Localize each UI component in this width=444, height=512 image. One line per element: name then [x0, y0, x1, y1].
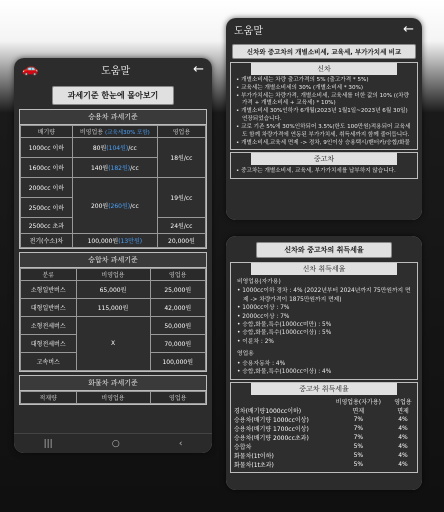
cell-nonbiz: 200원(260원)/cc: [72, 178, 157, 234]
cell-class: 소형일반버스: [21, 281, 77, 299]
cell-cc: 1000cc 이하: [21, 138, 73, 158]
truck-section-title: 화물차 과세기준: [20, 376, 206, 391]
page-title: 도움말: [234, 25, 263, 37]
new-acq-title: 신차 취득세율: [251, 263, 397, 275]
cell: 4%: [398, 461, 408, 469]
list-item: • 중고차는 개별소비세, 교육세, 부가가치세를 납부하지 않습니다.: [236, 167, 412, 175]
cell: 4%: [398, 425, 408, 433]
cell-nonbiz: 80원(104원)/cc: [72, 138, 157, 158]
list-item: • 개별소비세는 차량 출고가격의 5% (출고가격 * 5%): [236, 77, 412, 85]
cell-biz: 24원/cc: [157, 218, 205, 234]
acquisition-header: 신차와 중고차의 취득세율: [256, 242, 392, 258]
used-acq-box: [230, 382, 418, 473]
table-row: 승용차(배기량 1700cc이상): [234, 426, 309, 434]
used-acq-title: 중고차 취득세율: [251, 383, 397, 395]
truck-table: [20, 391, 206, 404]
cell-biz: 25,000원: [150, 281, 206, 299]
cell: 4%: [398, 452, 408, 460]
page-title: 도움말: [101, 65, 131, 77]
cell-cc: 2500cc 초과: [21, 218, 73, 234]
comparison-header: 신차와 중고차의 개별소비세, 교육세, 부가가치세 비교: [232, 44, 416, 59]
passenger-table: [20, 125, 206, 248]
list-item: • 부가가치세는 차량가격, 개별소비세, 교육세를 더한 값의 10% ((차량가격 + 개별소비세 + 교육세) * 10%): [236, 93, 412, 109]
cell-cc: 2000cc 이하: [21, 178, 73, 198]
col-class: 분류: [21, 269, 77, 281]
list-item: • 1000cc이하 경차 : 4% (2022년부터 2024년까지 75만원까지 면제 -> 차량가격이 1875만원까지 면제): [237, 287, 411, 304]
list-item: • 승용자동차 : 4%: [237, 360, 411, 368]
cell-cc: 1600cc 이하: [21, 158, 73, 178]
col-biz: 영업용: [150, 269, 206, 281]
new-car-list: [231, 75, 417, 149]
cell: 5%: [353, 452, 364, 460]
car-icon: 🚗: [22, 61, 39, 77]
cell-biz: 42,000원: [150, 299, 206, 317]
table-row: 경차(배기량1000cc이하): [234, 408, 302, 416]
truck-section: [19, 375, 207, 405]
table-row: 승용차(배기량 2000cc초과): [234, 435, 309, 443]
cell-class: 대형일반버스: [21, 299, 77, 317]
table-row: 화물차(1t이하): [234, 453, 274, 461]
cell: 면제: [397, 408, 409, 416]
list-item: • 교로 기존 5%에 30%인하되어 3.5%(한도 100만원)적용되어 교육세도 함께 차량가격에 연동된 부가가치세, 취득세까지 함께 줄어듭니다.: [236, 124, 412, 140]
col-biz: 영업용: [150, 392, 206, 404]
list-item: • 1000cc이상 : 7%: [237, 304, 411, 312]
phone-tax-criteria: [14, 58, 212, 453]
col-cc: 배기량: [21, 126, 73, 138]
cell: 7%: [353, 425, 364, 433]
cell: 5%: [353, 461, 364, 469]
top-bar: [14, 58, 212, 80]
col-class: [231, 397, 328, 406]
new-car-box: [230, 62, 418, 150]
list-item: • 승합,화물,특수(1000cc미만) : 5%: [237, 321, 411, 329]
cell-class: 대형전세버스: [21, 335, 77, 353]
list-item: • 개별소비세,교육세 면제 -> 경차, 9인이상 승용택시/밴터카/승합/화물: [236, 140, 412, 148]
new-car-title: 신차: [251, 63, 397, 75]
list-item: • 승합,화물,특수(1000cc이상) : 5%: [237, 329, 411, 337]
back-arrow-icon[interactable]: ←: [193, 61, 204, 77]
col-load: 적재량: [21, 392, 77, 404]
col-nonbiz: 비영업용 (교육세30% 포함): [72, 126, 157, 138]
top-bar: [226, 18, 422, 40]
new-acq-box: [230, 262, 418, 380]
cell-nonbiz: 140원(182원)/cc: [72, 158, 157, 178]
cell: 4%: [398, 416, 408, 424]
home-button[interactable]: ○: [111, 438, 120, 449]
col-nonbiz: 비영업용: [76, 269, 150, 281]
cell-cc: 2500cc 이하: [21, 198, 73, 218]
cell: 면제: [352, 408, 365, 416]
back-arrow-icon[interactable]: ←: [403, 21, 414, 37]
cell: 7%: [353, 434, 364, 442]
biz-title: 영업용: [237, 351, 254, 358]
cell-nonbiz: 100,000원(13만원): [72, 234, 157, 248]
cell-biz: 19원/cc: [157, 178, 205, 218]
van-section: [19, 252, 207, 372]
phone-acquisition-tax: [226, 236, 422, 490]
cell-class: 소형전세버스: [21, 317, 77, 335]
cell-biz: 70,000원: [150, 335, 206, 353]
cell-biz: 100,000원: [150, 353, 206, 371]
passenger-section: [19, 109, 207, 249]
table-row: 승용차(배기량 1000cc이상): [234, 417, 309, 425]
col-biz: 영업용: [157, 126, 205, 138]
cell-biz: 50,000원: [150, 317, 206, 335]
list-item: • 2000cc이상 : 7%: [237, 313, 411, 321]
used-car-list: [231, 165, 417, 177]
cell: 4%: [398, 434, 408, 442]
van-table: [20, 268, 206, 371]
cell: 4%: [398, 443, 408, 451]
cell-nonbiz: 65,000원: [76, 281, 150, 299]
biz-list: [231, 359, 417, 380]
passenger-section-title: 승용차 과세기준: [20, 110, 206, 125]
table-row: 화물차(1t초과): [234, 462, 274, 470]
used-acq-table: [231, 397, 417, 469]
used-car-title: 중고차: [251, 153, 397, 165]
android-nav-bar: [14, 433, 212, 453]
col-nonbiz: 비영업용: [76, 392, 150, 404]
list-item: • 교육세는 개별소비세의 30% (개별소비세 * 30%): [236, 85, 412, 93]
list-item: • 이륜차 : 2%: [237, 338, 411, 346]
nonbiz-title: 비영업용(자가용): [237, 279, 281, 285]
phone-tax-comparison: [226, 18, 422, 220]
main-header: 과세기준 한눈에 몰아보기: [52, 86, 174, 105]
cell-nonbiz-x: X: [76, 317, 150, 371]
list-item: • 승합,화물,특수(1000cc이상) : 4%: [237, 368, 411, 376]
van-section-title: 승합차 과세기준: [20, 253, 206, 268]
back-button[interactable]: ‹: [178, 438, 183, 449]
cell: 5%: [353, 443, 364, 451]
used-car-box: [230, 152, 418, 178]
cell-class: 고속버스: [21, 353, 77, 371]
cell-cc: 전기(수소)차: [21, 234, 73, 248]
cell-biz: 18원/cc: [157, 138, 205, 178]
table-row: 승합차: [234, 444, 252, 452]
recent-apps-button[interactable]: |||: [43, 438, 53, 449]
nonbiz-list: [231, 286, 417, 347]
cell-biz: 20,000원: [157, 234, 205, 248]
cell-nonbiz: 115,000원: [76, 299, 150, 317]
col-nonbiz: 비영업용(자가용): [335, 399, 381, 407]
list-item: • 개별소비세 30%인하가 6개월(2023년 1월1일~2023년 6월 30일)연장되었습니다.: [236, 108, 412, 124]
cell: 7%: [353, 416, 364, 424]
col-biz: 영업용: [394, 399, 412, 407]
